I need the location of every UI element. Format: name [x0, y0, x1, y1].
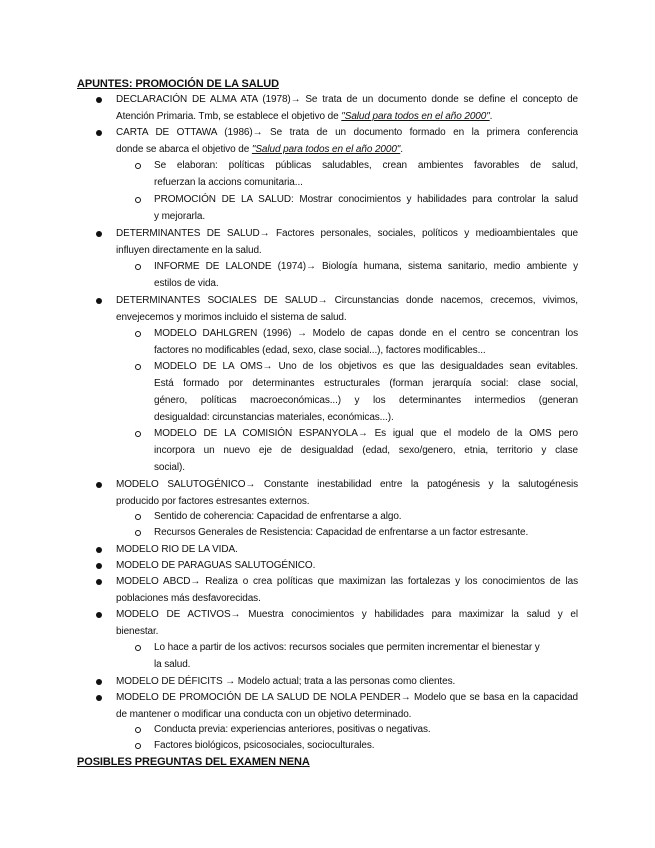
paraguas-line: MODELO DE PARAGUAS SALUTOGÉNICO.: [116, 560, 316, 571]
ottawa-text: donde se abarca el objetivo de: [116, 144, 252, 155]
pender-sub1: Conducta previa: experiencias anteriores, positivas o negativas.: [154, 724, 431, 735]
sociales-line-1: DETERMINANTES SOCIALES DE SALUD→ Circunstancias donde nacemos, crecemos, vivimos,: [116, 295, 578, 306]
bullet-icon: [96, 563, 102, 569]
activos-line-1: MODELO DE ACTIVOS→ Muestra conocimientos y habilidades para maximizar la salud y el: [116, 609, 578, 620]
sociales-line-2: envejecemos y morimos incluido el sistema de salud.: [116, 312, 347, 323]
salutogenico-line-2: producido por factores estresantes externos.: [116, 496, 310, 507]
alma-ata-text: Atención Primaria. Tmb, se establece el objetivo de: [116, 111, 342, 122]
rio-line: MODELO RIO DE LA VIDA.: [116, 544, 238, 555]
ottawa-quote: "Salud para todos en el año 2000": [251, 144, 401, 155]
determinantes-line-1: DETERMINANTES DE SALUD→ Factores personales, sociales, políticos y medioambientales que: [116, 228, 578, 239]
salutogenico-sub1: Sentido de coherencia: Capacidad de enfrentarse a algo.: [154, 511, 402, 522]
pender-line-2: de mantener o modificar una conducta con un objetivo determinado.: [116, 709, 412, 720]
alma-ata-line-1: DECLARACIÓN DE ALMA ATA (1978)→ Se trata de un documento donde se define el concepto de: [116, 94, 578, 105]
alma-ata-period: .: [489, 111, 493, 122]
page-title: APUNTES: PROMOCIÓN DE LA SALUD: [77, 78, 279, 90]
lalonde-line-1: INFORME DE LALONDE (1974)→ Biología humana, sistema sanitario, medio ambiente y: [154, 261, 578, 272]
ottawa-sub1-line-1: Se elaboran: políticas públicas saludables, crean ambientes favorables de salud,: [154, 160, 578, 171]
circle-bullet-icon: [135, 645, 141, 651]
comision-line-3: social).: [154, 462, 185, 473]
bullet-icon: [96, 612, 102, 618]
salutogenico-sub2: Recursos Generales de Resistencia: Capacidad de enfrentarse a un factor estresante.: [154, 527, 529, 538]
bullet-icon: [96, 695, 102, 701]
ottawa-sub2-line-1: PROMOCIÓN DE LA SALUD: Mostrar conocimientos y habilidades para controlar la salud: [154, 194, 578, 205]
comision-line-1: MODELO DE LA COMISIÓN ESPANYOLA→ Es igual que el modelo de la OMS pero: [154, 428, 578, 439]
activos-sub1-line-2: la salud.: [154, 659, 191, 670]
circle-bullet-icon: [135, 163, 141, 169]
circle-bullet-icon: [135, 364, 141, 370]
pender-line-1: MODELO DE PROMOCIÓN DE LA SALUD DE NOLA PENDER→ Modelo que se basa en la capacidad: [116, 692, 578, 703]
circle-bullet-icon: [135, 331, 141, 337]
abcd-line-1: MODELO ABCD→ Realiza o crea políticas que maximizan las fortalezas y los conocimientos de las: [116, 576, 578, 587]
determinantes-line-2: influyen directamente en la salud.: [116, 245, 262, 256]
bullet-icon: [96, 547, 102, 553]
ottawa-line-1: CARTA DE OTTAWA (1986)→ Se trata de un documento formado en la primera conferencia: [116, 127, 578, 138]
deficits-line: MODELO DE DÉFICITS → Modelo actual; trata a las personas como clientes.: [116, 676, 456, 687]
circle-bullet-icon: [135, 431, 141, 437]
bullet-icon: [96, 298, 102, 304]
bullet-icon: [96, 231, 102, 237]
bullet-icon: [96, 97, 102, 103]
activos-sub1-line-1: Lo hace a partir de los activos: recursos sociales que permiten incrementar el bienestar y: [154, 642, 540, 653]
alma-ata-quote: "Salud para todos en el año 2000": [341, 111, 490, 122]
ottawa-sub2-line-2: y mejorarla.: [154, 211, 206, 222]
circle-bullet-icon: [135, 727, 141, 733]
abcd-line-2: poblaciones más desfavorecidas.: [116, 593, 261, 604]
salutogenico-line-1: MODELO SALUTOGÉNICO→ Constante inestabilidad entre la patogénesis y la salutogénesis: [116, 479, 578, 490]
bullet-icon: [96, 579, 102, 585]
oms-line-4: desigualdad: circunstancias materiales, económicas...).: [154, 412, 394, 423]
dahlgren-line-2: factores no modificables (edad, sexo, clase social...), factores modificables...: [154, 345, 486, 356]
alma-ata-line-2: [116, 110, 492, 124]
circle-bullet-icon: [135, 530, 141, 536]
bullet-icon: [96, 679, 102, 685]
circle-bullet-icon: [135, 743, 141, 749]
circle-bullet-icon: [135, 514, 141, 520]
ottawa-sub1-line-2: refuerzan la accions comunitaria...: [154, 177, 303, 188]
circle-bullet-icon: [135, 197, 141, 203]
comision-line-2: incorpora un nuevo eje de desigualdad (edad, sexo/genero, etnia, territorio y clase: [154, 445, 578, 456]
activos-line-2: bienestar.: [116, 626, 159, 637]
pender-sub2: Factores biológicos, psicosociales, socioculturales.: [154, 740, 375, 751]
dahlgren-line-1: MODELO DAHLGREN (1996) → Modelo de capas donde en el centro se concentran los: [154, 328, 578, 339]
circle-bullet-icon: [135, 264, 141, 270]
oms-line-3: género, políticas macroeconómicas...) y los determinantes intermedios (generan: [154, 395, 578, 406]
bullet-icon: [96, 482, 102, 488]
oms-line-1: MODELO DE LA OMS→ Uno de los objetivos es que las desigualdades sean evitables.: [154, 361, 578, 372]
oms-line-2: Está formado por determinantes estructurales (forman jerarquía social: clase social,: [154, 378, 578, 389]
lalonde-line-2: estilos de vida.: [154, 278, 219, 289]
ottawa-period: .: [400, 144, 403, 155]
ottawa-line-2: [116, 143, 403, 157]
section-heading: POSIBLES PREGUNTAS DEL EXAMEN NENA: [77, 756, 310, 768]
bullet-icon: [96, 130, 102, 136]
